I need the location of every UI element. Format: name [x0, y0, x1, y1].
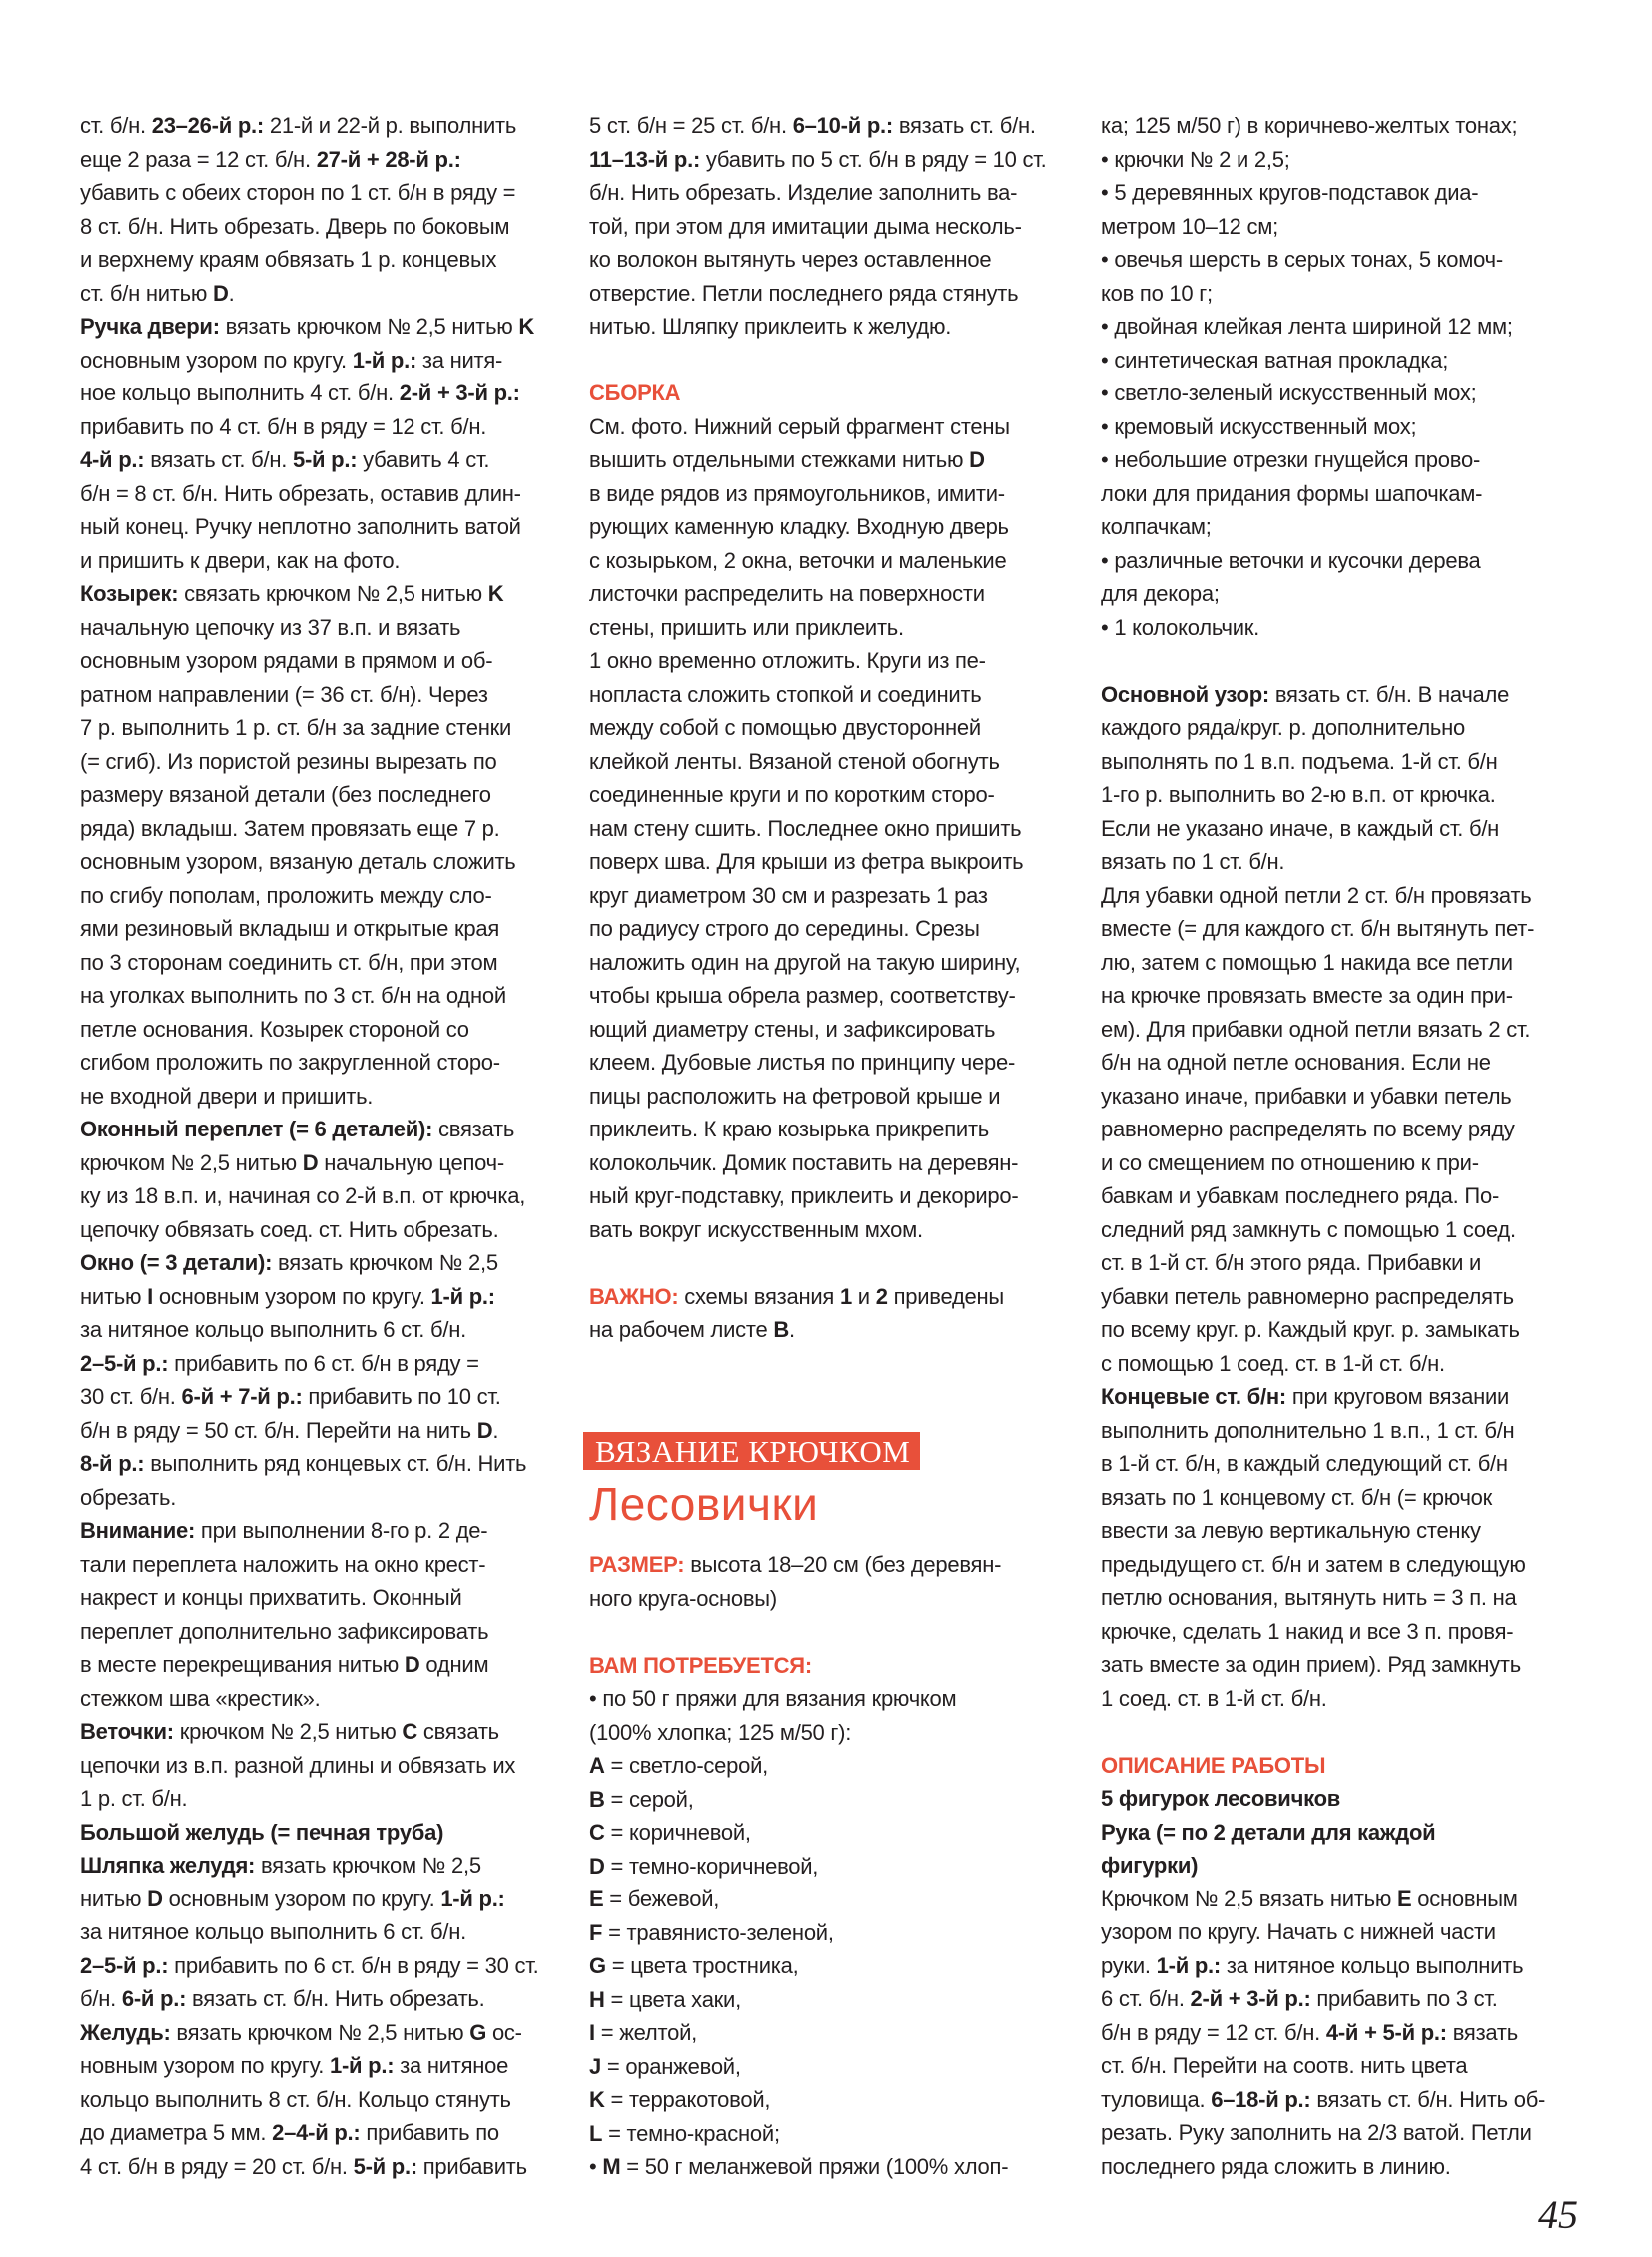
- text-line: нопласта сложить стопкой и соединить: [589, 681, 982, 707]
- bold-term: B: [773, 1317, 789, 1342]
- text-line: узором по кругу. Начать с нижней части: [1101, 1919, 1496, 1944]
- text-line: чтобы крыша обрела размер, соответству-: [589, 983, 1016, 1008]
- text-line: 11–13-й р.: убавить по 5 ст. б/н в ряду = 10 ст.: [589, 146, 1047, 172]
- text-line: крючком № 2,5 нитью D начальную цепоч-: [80, 1149, 504, 1175]
- text-line: [1101, 1749, 1590, 1783]
- text-line: с козырьком, 2 окна, веточки и маленькие: [589, 547, 1007, 573]
- text-line: последнего ряда сложить в линию.: [1101, 2153, 1451, 2179]
- text-line: листочки распределить на поверхности: [589, 581, 985, 606]
- text-line: C = коричневой,: [589, 1820, 751, 1845]
- text-line: Концевые ст. б/н: при круговом вязании: [1101, 1384, 1510, 1409]
- section-label-banner: ВЯЗАНИЕ КРЮЧКОМ: [583, 1432, 920, 1470]
- text-line: • 5 деревянных кругов-подставок диа-: [1101, 180, 1479, 205]
- text-line: б/н = 8 ст. б/н. Нить обрезать, оставив длин-: [80, 480, 521, 506]
- text-line: ст. б/н. Перейти на соотв. нить цвета: [1101, 2053, 1468, 2078]
- bold-term: 6-й + 7-й р.:: [181, 1384, 303, 1409]
- blank-line: [1101, 644, 1590, 678]
- text-line: туловища. 6–18-й р.: вязать ст. б/н. Нить об-: [1101, 2086, 1546, 2112]
- text-column-2-top: [589, 109, 1074, 1347]
- bold-term: I: [147, 1283, 153, 1309]
- text-line: для декора;: [1101, 581, 1220, 606]
- text-line: за нитяное кольцо выполнить 6 ст. б/н.: [80, 1919, 466, 1944]
- text-line: • 1 колокольчик.: [1101, 614, 1260, 640]
- bold-term: C: [402, 1719, 418, 1744]
- text-line: и верхнему краям обвязать 1 р. концевых: [80, 247, 497, 272]
- text-line: ввести за левую вертикальную стенку: [1101, 1518, 1481, 1543]
- text-line: ка; 125 м/50 г) в коричнево-желтых тонах;: [1101, 113, 1518, 138]
- text-line: в месте перекрещивания нитью D одним: [80, 1652, 489, 1677]
- text-line: той, при этом для имитации дыма несколь-: [589, 213, 1022, 239]
- text-line: прибавить по 4 ст. б/н в ряду = 12 ст. б/н.: [80, 413, 487, 439]
- section-heading: ВАЖНО:: [589, 1283, 679, 1309]
- bold-term: D: [404, 1652, 420, 1677]
- text-line: ное кольцо выполнить 4 ст. б/н. 2-й + 3-й р.:: [80, 380, 520, 405]
- text-line: метром 10–12 см;: [1101, 213, 1278, 239]
- text-line: ряда) вкладыш. Затем провязать еще 7 р.: [80, 815, 500, 841]
- text-line: в 1-й ст. б/н, в каждый следующий ст. б/н: [1101, 1451, 1508, 1476]
- bold-term: Рука (= по 2 детали для каждой: [1101, 1819, 1436, 1845]
- bold-term: Концевые ст. б/н:: [1101, 1384, 1286, 1409]
- bold-term: 5 фигурок лесовичков: [1101, 1786, 1341, 1811]
- text-line: основным узором по кругу. 1-й р.: за нитя-: [80, 347, 503, 373]
- text-line: Для убавки одной петли 2 ст. б/н провязать: [1101, 882, 1532, 908]
- text-line: еще 2 раза = 12 ст. б/н. 27-й + 28-й р.:: [80, 146, 461, 172]
- text-line: [589, 1649, 1074, 1683]
- text-line: петле основания. Козырек стороной со: [80, 1016, 469, 1042]
- text-line: Если не указано иначе, в каждый ст. б/н: [1101, 815, 1500, 841]
- text-line: сгибом проложить по закругленной сторо-: [80, 1050, 500, 1075]
- text-line: б/н. 6-й р.: вязать ст. б/н. Нить обрезать.: [80, 1986, 485, 2011]
- bold-term: 2–4-й р.:: [272, 2120, 361, 2145]
- bold-term: 6-й р.:: [121, 1986, 187, 2011]
- bold-term: E: [589, 1886, 604, 1911]
- text-line: в виде рядов из прямоугольников, имити-: [589, 480, 1005, 506]
- text-line: ного круга-основы): [589, 1585, 777, 1611]
- text-line: [1101, 1849, 1590, 1882]
- text-line: лю, затем с помощью 1 накида все петли: [1101, 949, 1513, 975]
- text-line: G = цвета тростника,: [589, 1953, 799, 1978]
- text-line: E = бежевой,: [589, 1886, 720, 1911]
- text-line: 7 р. выполнить 1 р. ст. б/н за задние стенки: [80, 715, 512, 740]
- text-line: колокольчик. Домик поставить на деревян-: [589, 1149, 1019, 1175]
- page-number: 45: [1538, 2192, 1578, 2237]
- text-line: рующих каменную кладку. Входную дверь: [589, 514, 1009, 539]
- text-line: обрезать.: [80, 1484, 177, 1510]
- text-line: локи для придания формы шапочкам-: [1101, 480, 1483, 506]
- text-line: поверх шва. Для крыши из фетра выкроить: [589, 849, 1024, 874]
- bold-term: фигурки): [1101, 1853, 1199, 1878]
- text-line: 1 соед. ст. в 1-й ст. б/н.: [1101, 1685, 1327, 1711]
- text-line: [80, 1816, 564, 1850]
- text-column-2-bottom: [589, 1548, 1074, 2184]
- text-line: резать. Руку заполнить на 2/3 ватой. Петли: [1101, 2120, 1532, 2145]
- text-line: между собой с помощью двусторонней: [589, 715, 981, 740]
- text-line: основным узором рядами в прямом и об-: [80, 648, 493, 673]
- text-line: Ручка двери: вязать крючком № 2,5 нитью K: [80, 314, 535, 339]
- bold-term: D: [212, 280, 229, 306]
- bold-term: 1-й р.:: [1156, 1952, 1221, 1978]
- text-line: (= сгиб). Из пористой резины вырезать по: [80, 748, 497, 774]
- text-line: 1-го р. выполнить во 2-ю в.п. от крючка.: [1101, 782, 1496, 807]
- text-line: • по 50 г пряжи для вязания крючком: [589, 1686, 957, 1711]
- text-line: ко волокон вытянуть через оставленное: [589, 247, 992, 272]
- text-line: начальную цепочку из 37 в.п. и вязать: [80, 614, 461, 640]
- text-line: ст. б/н нитью D.: [80, 280, 235, 306]
- bold-term: Большой желудь (= печная труба): [80, 1819, 444, 1845]
- text-line: • небольшие отрезки гнущейся прово-: [1101, 447, 1481, 472]
- text-line: • светло-зеленый искусственный мох;: [1101, 380, 1477, 405]
- bold-term: 27-й + 28-й р.:: [316, 146, 461, 172]
- text-line: стены, пришить или приклеить.: [589, 614, 904, 640]
- text-line: клейкой ленты. Вязаной стеной обогнуть: [589, 748, 1000, 774]
- text-line: и со смещением по отношению к при-: [1101, 1149, 1479, 1175]
- text-line: указано иначе, прибавки и убавки петель: [1101, 1083, 1512, 1109]
- text-line: [1101, 1782, 1590, 1816]
- text-line: См. фото. Нижний серый фрагмент стены: [589, 413, 1010, 439]
- text-line: Оконный переплет (= 6 деталей): связать: [80, 1117, 515, 1141]
- text-line: • различные веточки и кусочки дерева: [1101, 547, 1481, 573]
- text-line: • крючки № 2 и 2,5;: [1101, 146, 1290, 172]
- text-line: (100% хлопка; 125 м/50 г):: [589, 1719, 852, 1745]
- text-line: ст. в 1-й ст. б/н этого ряда. Прибавки и: [1101, 1250, 1482, 1275]
- text-line: H = цвета хаки,: [589, 1986, 741, 2012]
- text-line: цепочку обвязать соед. ст. Нить обрезать.: [80, 1216, 499, 1242]
- blank-line: [1101, 1715, 1590, 1749]
- text-line: ВАЖНО: схемы вязания 1 и 2 приведены: [589, 1283, 1004, 1309]
- text-line: ющий диаметру стены, и зафиксировать: [589, 1016, 996, 1042]
- bold-term: D: [476, 1417, 493, 1443]
- blank-line: [589, 1246, 1074, 1280]
- text-line: ями резиновый вкладыш и открытые края: [80, 916, 500, 941]
- bold-term: B: [589, 1786, 605, 1812]
- blank-line: [589, 344, 1074, 377]
- text-line: 2–5-й р.: прибавить по 6 ст. б/н в ряду = 30 ст.: [80, 1952, 539, 1978]
- bold-term: C: [589, 1820, 605, 1845]
- text-line: нитью I основным узором по кругу. 1-й р.:: [80, 1283, 495, 1309]
- bold-term: H: [589, 1986, 605, 2012]
- bold-term: 1-й р.:: [352, 347, 417, 373]
- text-line: б/н на одной петле основания. Если не: [1101, 1050, 1491, 1075]
- bold-term: Ручка двери:: [80, 314, 220, 339]
- bold-term: 6–10-й р.:: [792, 113, 893, 138]
- text-line: до диаметра 5 мм. 2–4-й р.: прибавить по: [80, 2120, 499, 2145]
- text-line: РАЗМЕР: высота 18–20 см (без деревян-: [589, 1552, 1002, 1577]
- text-line: I = желтой,: [589, 2020, 697, 2045]
- text-line: новным узором по кругу. 1-й р.: за нитяное: [80, 2053, 509, 2078]
- text-line: вать вокруг искусственным мхом.: [589, 1216, 923, 1242]
- text-line: наложить один на другой на такую ширину,: [589, 949, 1021, 975]
- text-line: отверстие. Петли последнего ряда стянуть: [589, 280, 1019, 306]
- bold-term: Внимание:: [80, 1518, 196, 1543]
- bold-term: 11–13-й р.:: [589, 146, 701, 172]
- bold-term: D: [147, 1885, 163, 1911]
- text-line: соединенные круги и по коротким сторо-: [589, 782, 995, 807]
- text-line: ков по 10 г;: [1101, 280, 1213, 306]
- text-line: ем). Для прибавки одной петли вязать 2 ст.: [1101, 1016, 1531, 1042]
- bold-term: 8-й р.:: [80, 1451, 145, 1476]
- text-line: K = терракотовой,: [589, 2087, 771, 2112]
- bold-term: M: [602, 2154, 621, 2179]
- text-line: 1 р. ст. б/н.: [80, 1786, 188, 1811]
- bold-term: Желудь:: [80, 2019, 171, 2045]
- bold-term: 1: [839, 1283, 852, 1309]
- text-line: нитью D основным узором по кругу. 1-й р.:: [80, 1885, 505, 1911]
- text-line: ратном направлении (= 36 ст. б/н). Через: [80, 681, 488, 707]
- text-column-3: [1101, 109, 1590, 2183]
- bold-term: 1-й р.:: [329, 2053, 395, 2078]
- text-line: • двойная клейкая лента шириной 12 мм;: [1101, 314, 1513, 339]
- text-line: [589, 376, 1074, 410]
- bold-term: 2: [875, 1283, 888, 1309]
- text-line: Внимание: при выполнении 8-го р. 2 де-: [80, 1518, 488, 1543]
- text-line: A = светло-серой,: [589, 1753, 769, 1778]
- text-line: 8-й р.: выполнить ряд концевых ст. б/н. Нить: [80, 1451, 527, 1476]
- text-line: 5 ст. б/н = 25 ст. б/н. 6–10-й р.: вязать ст. б/н.: [589, 113, 1036, 138]
- text-line: • синтетическая ватная прокладка;: [1101, 347, 1449, 373]
- section-heading: РАЗМЕР:: [589, 1552, 685, 1577]
- text-line: петлю основания, вытянуть нить = 3 п. на: [1101, 1585, 1517, 1610]
- text-line: каждого ряда/круг. р. дополнительно: [1101, 715, 1466, 740]
- text-line: по 3 сторонам соединить ст. б/н, при этом: [80, 949, 498, 975]
- blank-line: [589, 1615, 1074, 1649]
- text-line: F = травянисто-зеленой,: [589, 1919, 834, 1945]
- text-line: приклеить. К краю козырька прикрепить: [589, 1117, 990, 1141]
- bold-term: 2–5-й р.:: [80, 1350, 169, 1376]
- bold-term: A: [589, 1753, 605, 1778]
- text-line: Веточки: крючком № 2,5 нитью C связать: [80, 1719, 499, 1744]
- bold-term: 6–18-й р.:: [1211, 2086, 1311, 2112]
- article-title: Лесовички: [589, 1478, 819, 1530]
- text-line: • кремовый искусственный мох;: [1101, 413, 1417, 439]
- bold-term: Основной узор:: [1101, 681, 1269, 707]
- text-line: Крючком № 2,5 вязать нитью E основным: [1101, 1885, 1518, 1911]
- text-line: J = оранжевой,: [589, 2053, 741, 2079]
- text-line: б/н в ряду = 12 ст. б/н. 4-й + 5-й р.: вязать: [1101, 2019, 1518, 2045]
- text-line: вместе (= для каждого ст. б/н вытянуть пет-: [1101, 916, 1535, 941]
- text-line: [1101, 1816, 1590, 1850]
- text-line: 4 ст. б/н в ряду = 20 ст. б/н. 5-й р.: прибавить: [80, 2153, 527, 2179]
- bold-term: 5-й р.:: [292, 447, 358, 472]
- text-line: колпачкам;: [1101, 514, 1212, 539]
- bold-term: 2-й + 3-й р.:: [399, 380, 520, 405]
- bold-term: K: [589, 2087, 605, 2112]
- bold-term: G: [469, 2019, 487, 2045]
- text-line: Желудь: вязать крючком № 2,5 нитью G ос-: [80, 2019, 522, 2045]
- bold-term: F: [589, 1919, 603, 1945]
- bold-term: 2–5-й р.:: [80, 1952, 169, 1978]
- bold-term: Оконный переплет (= 6 деталей):: [80, 1117, 433, 1141]
- bold-term: K: [487, 581, 504, 606]
- text-line: б/н. Нить обрезать. Изделие заполнить ва-: [589, 180, 1018, 205]
- section-heading: ОПИСАНИЕ РАБОТЫ: [1101, 1752, 1326, 1778]
- text-line: нитью. Шляпку приклеить к желудю.: [589, 314, 952, 339]
- text-line: круг диаметром 30 см и разрезать 1 раз: [589, 882, 988, 908]
- bold-term: 4-й + 5-й р.:: [1325, 2019, 1447, 2045]
- bold-term: 2-й + 3-й р.:: [1190, 1986, 1311, 2011]
- text-line: предыдущего ст. б/н и затем в следующую: [1101, 1551, 1526, 1577]
- text-line: руки. 1-й р.: за нитяное кольцо выполнить: [1101, 1952, 1524, 1978]
- text-line: кольцо выполнить 8 ст. б/н. Кольцо стянуть: [80, 2086, 511, 2112]
- text-line: ст. б/н. 23–26-й р.: 21-й и 22-й р. выполнить: [80, 113, 517, 138]
- text-line: вязать по 1 концевому ст. б/н (= крючок: [1101, 1484, 1493, 1510]
- text-line: и пришить к двери, как на фото.: [80, 547, 401, 573]
- text-line: 4-й р.: вязать ст. б/н. 5-й р.: убавить 4 ст.: [80, 447, 490, 472]
- text-line: клеем. Дубовые листья по принципу чере-: [589, 1050, 1016, 1075]
- bold-term: 1-й р.:: [430, 1283, 495, 1309]
- text-line: Основной узор: вязать ст. б/н. В начале: [1101, 681, 1510, 707]
- bold-term: G: [589, 1953, 606, 1978]
- text-line: вязать по 1 ст. б/н.: [1101, 849, 1285, 874]
- bold-term: K: [518, 314, 535, 339]
- text-line: с помощью 1 соед. ст. в 1-й ст. б/н.: [1101, 1350, 1445, 1376]
- text-line: выполнить дополнительно 1 в.п., 1 ст. б/н: [1101, 1417, 1515, 1443]
- text-line: • M = 50 г меланжевой пряжи (100% хлоп-: [589, 2154, 1009, 2179]
- bold-term: Шляпка желудя:: [80, 1853, 256, 1878]
- bold-term: Окно (= 3 детали):: [80, 1250, 273, 1275]
- text-line: равномерно распределять по всему ряду: [1101, 1117, 1515, 1141]
- text-line: 8 ст. б/н. Нить обрезать. Дверь по боковым: [80, 213, 510, 239]
- text-line: по всему круг. р. Каждый круг. р. замыкать: [1101, 1317, 1520, 1342]
- bold-term: E: [1396, 1885, 1412, 1911]
- text-line: крючке, сделать 1 накид и все 3 п. провя-: [1101, 1618, 1514, 1644]
- bold-term: D: [589, 1853, 605, 1879]
- text-line: цепочки из в.п. разной длины и обвязать их: [80, 1752, 516, 1778]
- text-line: L = темно-красной;: [589, 2120, 780, 2146]
- text-line: по сгибу пополам, проложить между сло-: [80, 882, 492, 908]
- bold-term: 5-й р.:: [353, 2153, 417, 2179]
- text-line: за нитяное кольцо выполнить 6 ст. б/н.: [80, 1317, 466, 1342]
- text-line: ку из 18 в.п. и, начиная со 2-й в.п. от крючка,: [80, 1183, 526, 1208]
- text-line: не входной двери и пришить.: [80, 1083, 374, 1109]
- bold-term: 1-й р.:: [440, 1885, 505, 1911]
- text-line: • овечья шерсть в серых тонах, 5 комоч-: [1101, 247, 1503, 272]
- text-line: накрест и концы прихватить. Оконный: [80, 1585, 462, 1610]
- text-line: Окно (= 3 детали): вязать крючком № 2,5: [80, 1250, 498, 1275]
- text-line: стежком шва «крестик».: [80, 1685, 321, 1711]
- text-line: 30 ст. б/н. 6-й + 7-й р.: прибавить по 10 ст.: [80, 1384, 501, 1409]
- text-line: выполнять по 1 в.п. подъема. 1-й ст. б/н: [1101, 748, 1498, 774]
- text-line: зать вместе за один прием). Ряд замкнуть: [1101, 1652, 1521, 1677]
- text-line: на крючке провязать вместе за один при-: [1101, 983, 1513, 1008]
- text-line: б/н в ряду = 50 ст. б/н. Перейти на нить D.: [80, 1417, 499, 1443]
- text-line: Шляпка желудя: вязать крючком № 2,5: [80, 1853, 481, 1878]
- bold-term: 23–26-й р.:: [151, 113, 264, 138]
- text-line: размеру вязаной детали (без последнего: [80, 782, 491, 807]
- text-line: убавки петель равномерно распределять: [1101, 1283, 1514, 1309]
- text-line: по радиусу строго до середины. Срезы: [589, 916, 980, 941]
- text-line: 2–5-й р.: прибавить по 6 ст. б/н в ряду =: [80, 1350, 479, 1376]
- text-line: B = серой,: [589, 1786, 694, 1812]
- bold-term: I: [589, 2020, 595, 2045]
- text-line: следний ряд замкнуть с помощью 1 соед.: [1101, 1216, 1516, 1242]
- bold-term: L: [589, 2120, 603, 2146]
- text-line: ный круг-подставку, приклеить и декориро-: [589, 1183, 1019, 1208]
- text-line: D = темно-коричневой,: [589, 1853, 819, 1879]
- text-line: пицы расположить на фетровой крыше и: [589, 1083, 1001, 1109]
- section-heading: ВАМ ПОТРЕБУЕТСЯ:: [589, 1652, 812, 1678]
- text-line: ный конец. Ручку неплотно заполнить ватой: [80, 514, 521, 539]
- bold-term: J: [589, 2053, 601, 2079]
- text-line: Козырек: связать крючком № 2,5 нитью K: [80, 581, 504, 606]
- bold-term: 4-й р.:: [80, 447, 145, 472]
- text-line: тали переплета наложить на окно крест-: [80, 1551, 486, 1577]
- bold-term: Козырек:: [80, 581, 179, 606]
- bold-term: Веточки:: [80, 1719, 174, 1744]
- text-line: вышить отдельными стежками нитью D: [589, 447, 985, 472]
- text-line: бавкам и убавкам последнего ряда. По-: [1101, 1183, 1500, 1208]
- text-line: 1 окно временно отложить. Круги из пе-: [589, 648, 986, 673]
- text-column-1: [80, 109, 564, 2183]
- text-line: на уголках выполнить по 3 ст. б/н на одной: [80, 983, 506, 1008]
- text-line: нам стену сшить. Последнее окно пришить: [589, 815, 1022, 841]
- text-line: на рабочем листе B.: [589, 1317, 795, 1342]
- section-heading: СБОРКА: [589, 380, 681, 405]
- text-line: 6 ст. б/н. 2-й + 3-й р.: прибавить по 3 ст.: [1101, 1986, 1498, 2011]
- bold-term: D: [969, 447, 985, 472]
- bold-term: D: [302, 1149, 319, 1175]
- text-line: основным узором, вязаную деталь сложить: [80, 849, 516, 874]
- text-line: переплет дополнительно зафиксировать: [80, 1618, 489, 1644]
- text-line: убавить с обеих сторон по 1 ст. б/н в ряду =: [80, 180, 516, 205]
